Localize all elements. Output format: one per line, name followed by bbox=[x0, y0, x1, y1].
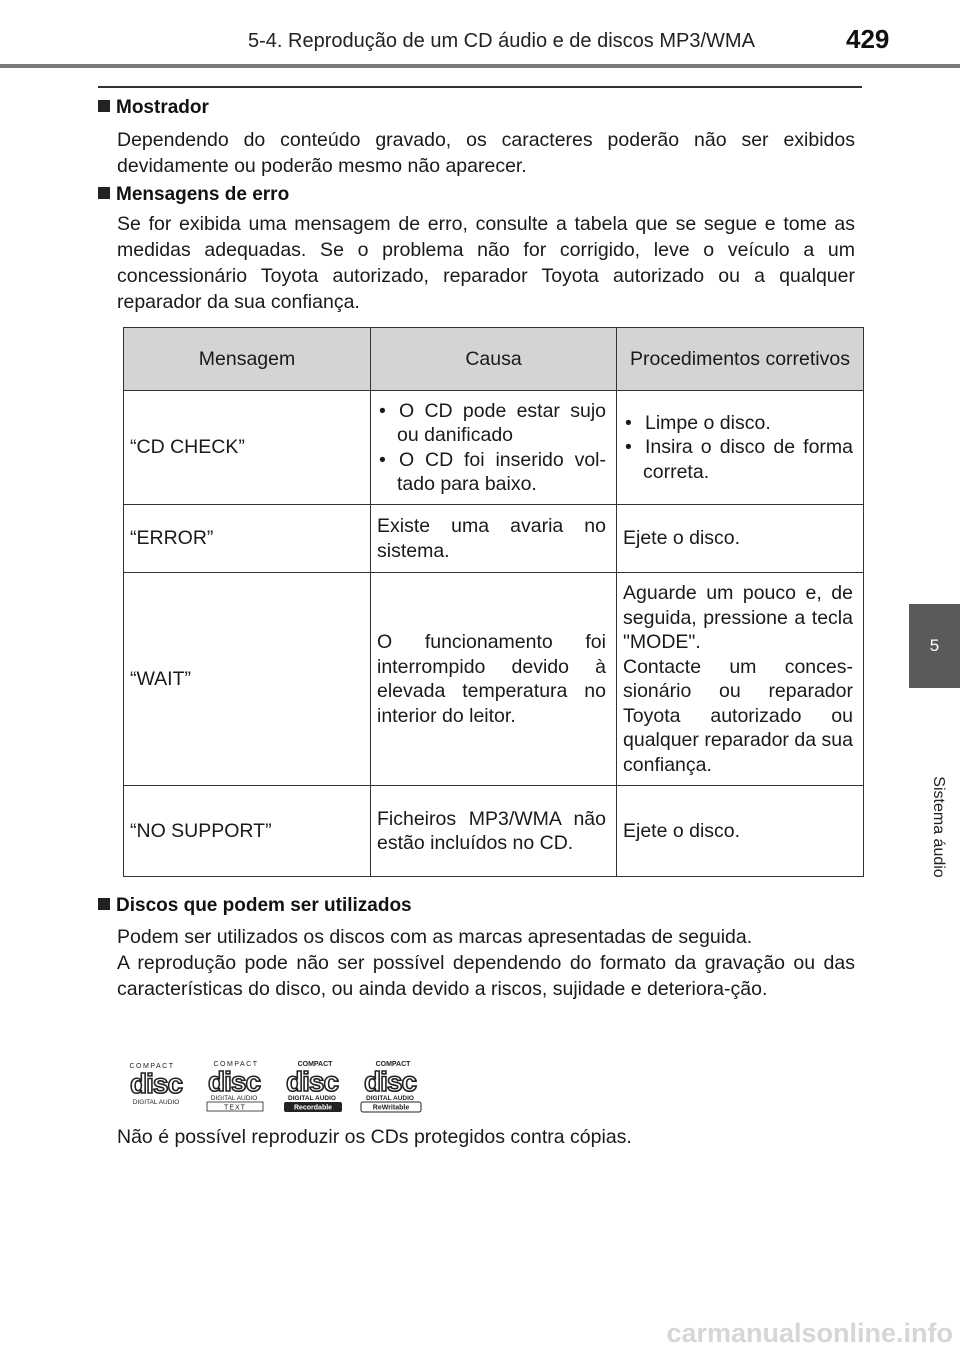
logo-word: disc bbox=[363, 1066, 417, 1097]
logo-bottom: DIGITAL AUDIO bbox=[210, 1095, 258, 1102]
table-row bbox=[124, 573, 864, 786]
error-messages-table bbox=[123, 327, 864, 877]
square-bullet-icon bbox=[98, 187, 110, 199]
fix-cell: Ejete o disco. bbox=[617, 786, 864, 877]
header-rule bbox=[0, 64, 960, 68]
logo-badge: TEXT bbox=[224, 1104, 246, 1112]
square-bullet-icon bbox=[98, 898, 110, 910]
header-message: Mensagem bbox=[124, 328, 371, 391]
list-item: • O CD pode estar sujo ou danificado bbox=[377, 399, 606, 448]
logo-top: COMPACT bbox=[297, 1061, 333, 1068]
cause-cell: Existe uma avaria no sistema. bbox=[371, 505, 617, 573]
table-row bbox=[124, 786, 864, 877]
chapter-number: 5 bbox=[929, 636, 940, 655]
fix-step-2: Contacte um conces-sionário ou reparador Toyota autorizado ou qualquer reparador da sua confiança. bbox=[623, 655, 853, 776]
logo-bottom: DIGITAL AUDIO bbox=[132, 1099, 180, 1106]
fix-cell: Ejete o disco. bbox=[617, 505, 864, 573]
page-number: 429 bbox=[846, 24, 890, 54]
fix-list bbox=[623, 411, 853, 485]
list-item: • O CD foi inserido vol-tado para baixo. bbox=[377, 448, 606, 497]
fix-step-1: Aguarde um pouco e, de seguida, pressione a tecla "MODE". bbox=[623, 582, 853, 653]
logo-bottom: DIGITAL AUDIO bbox=[366, 1095, 414, 1102]
discs-paragraph bbox=[117, 924, 855, 1002]
heading-display-text: Mostrador bbox=[116, 97, 209, 118]
compact-disc-rewritable-logo bbox=[361, 1061, 421, 1112]
copy-protection-note: Não é possível reproduzir os CDs protegidos contra cópias. bbox=[117, 1126, 632, 1148]
message-cell: “NO SUPPORT” bbox=[124, 786, 371, 877]
cause-cell bbox=[371, 391, 617, 505]
square-bullet-icon bbox=[98, 100, 110, 112]
logo-top: COMPACT bbox=[375, 1061, 411, 1068]
logo-badge: ReWritable bbox=[372, 1104, 410, 1112]
message-cell: “WAIT” bbox=[124, 573, 371, 786]
fix-cell bbox=[617, 391, 864, 505]
logo-word: disc bbox=[129, 1068, 183, 1099]
message-cell: “ERROR” bbox=[124, 505, 371, 573]
errors-paragraph: Se for exibida uma mensagem de erro, consulte a tabela que se segue e tome as medidas adequadas. Se o problema não for corrigido, leve o veículo a um concessionário Toyota autorizado, reparador Toyota autorizado ou a qualquer reparador da sua confiança. bbox=[117, 213, 855, 313]
logo-bottom: DIGITAL AUDIO bbox=[288, 1095, 336, 1102]
logo-word: disc bbox=[285, 1066, 339, 1097]
table-header-row bbox=[124, 328, 864, 391]
section-top-rule bbox=[98, 86, 862, 88]
discs-line-1: Podem ser utilizados os discos com as marcas apresentadas de seguida. bbox=[117, 926, 753, 948]
header-procedures: Procedimentos corretivos bbox=[617, 328, 864, 391]
table-row bbox=[124, 505, 864, 573]
heading-discs bbox=[98, 895, 412, 917]
compact-disc-logo bbox=[130, 1063, 183, 1106]
table-row bbox=[124, 391, 864, 505]
heading-display bbox=[98, 97, 209, 119]
list-item: • Limpe o disco. bbox=[623, 411, 853, 436]
fix-cell bbox=[617, 573, 864, 786]
heading-discs-text: Discos que podem ser utilizados bbox=[116, 895, 412, 916]
running-header-title: 5-4. Reprodução de um CD áudio e de discos MP3/WMA bbox=[248, 30, 755, 52]
cause-cell: Ficheiros MP3/WMA não estão incluídos no CD. bbox=[371, 786, 617, 877]
chapter-label: Sistema áudio bbox=[930, 776, 947, 878]
heading-errors bbox=[98, 184, 289, 206]
compact-disc-text-logo bbox=[207, 1061, 263, 1112]
logo-word: disc bbox=[207, 1066, 261, 1097]
watermark: carmanualsonline.info bbox=[666, 1318, 953, 1348]
list-item: • Insira o disco de forma correta. bbox=[623, 435, 853, 484]
heading-errors-text: Mensagens de erro bbox=[116, 184, 290, 205]
cause-list bbox=[377, 399, 606, 497]
logo-top: COMPACT bbox=[129, 1063, 175, 1070]
disc-logos bbox=[124, 1058, 424, 1113]
chapter-tab bbox=[909, 604, 960, 688]
display-paragraph: Dependendo do conteúdo gravado, os caracteres poderão não ser exibidos devidamente ou poderão mesmo não aparecer. bbox=[117, 129, 855, 177]
logo-badge: Recordable bbox=[293, 1104, 333, 1112]
compact-disc-recordable-logo bbox=[284, 1061, 342, 1112]
header-cause: Causa bbox=[371, 328, 617, 391]
cause-cell: O funcionamento foi interrompido devido à elevada temperatura no interior do leitor. bbox=[371, 573, 617, 786]
message-cell: “CD CHECK” bbox=[124, 391, 371, 505]
discs-line-2: A reprodução pode não ser possível dependendo do formato da gravação ou das características do disco, ou ainda devido a riscos, sujidade e deteriora-ção. bbox=[117, 952, 855, 1000]
logo-top: COMPACT bbox=[213, 1061, 259, 1068]
